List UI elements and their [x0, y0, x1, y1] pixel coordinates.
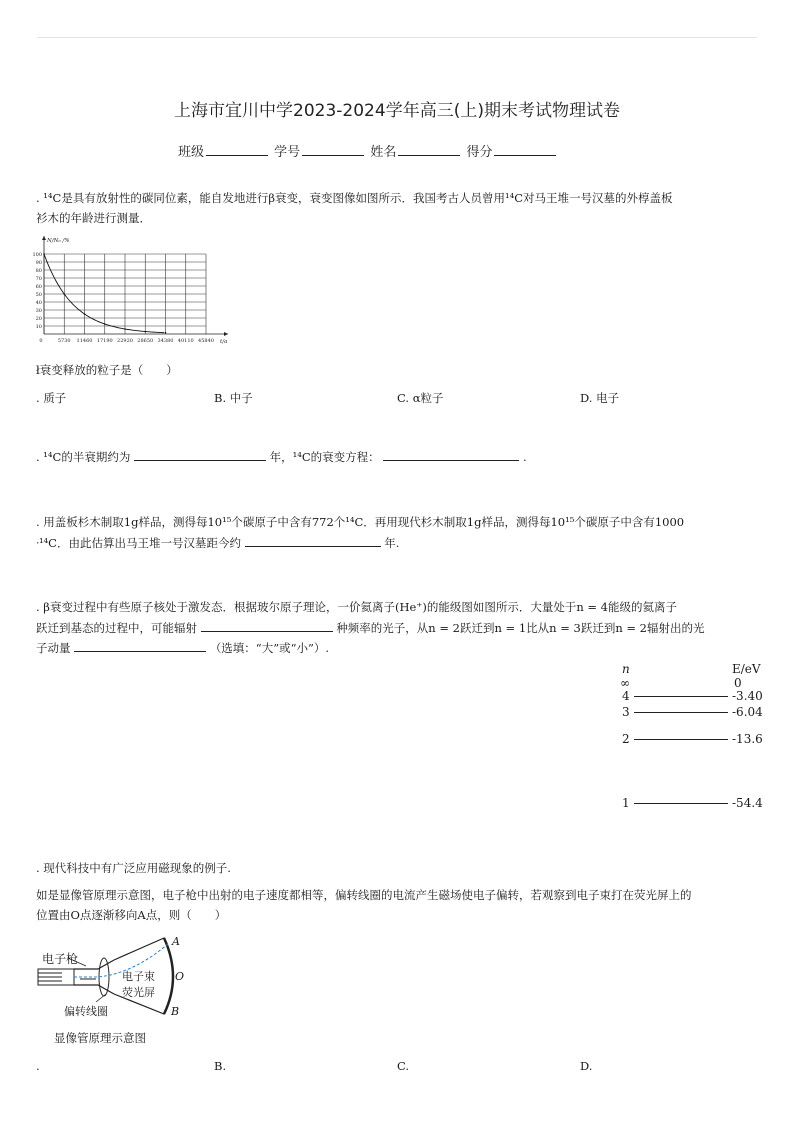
x-tick-label: 11460 — [76, 338, 93, 344]
q5-heading: . 现代科技中有广泛应用磁现象的例子. — [36, 861, 231, 875]
crt-diagram — [36, 930, 196, 1050]
q3-line2: ᐧ¹⁴C．由此估算出马王堆一号汉墓距今约 年. — [36, 536, 400, 550]
q2-line: . ¹⁴C的半衰期约为 年，¹⁴C的衰变方程： . — [36, 450, 527, 464]
y-tick-label: 100 — [32, 252, 42, 258]
header-divider — [37, 37, 757, 38]
data-point — [144, 331, 146, 333]
beam-label: 电子束 — [122, 970, 155, 983]
x-tick-label: 40110 — [177, 338, 194, 344]
level-inf-e: 0 — [734, 676, 742, 690]
level-1-e: -54.4 — [732, 796, 763, 810]
y-tick-label: 90 — [35, 260, 42, 266]
point-a-label: A — [172, 935, 180, 948]
x-tick-label: 45840 — [198, 338, 214, 344]
data-point — [104, 323, 106, 325]
x-axis-arrow — [224, 332, 228, 336]
x-tick-label: 17190 — [96, 338, 113, 344]
y-tick-label: 40 — [35, 300, 42, 306]
y-tick-label: 60 — [35, 284, 42, 290]
decay-equation-blank[interactable] — [383, 448, 519, 461]
level-2-line — [634, 739, 728, 740]
decay-chart — [30, 232, 245, 350]
q1-option-d[interactable]: D. 电子 — [580, 391, 620, 405]
y-tick-label: 70 — [35, 276, 42, 282]
level-inf-n: ∞ — [620, 676, 630, 690]
score-label: 得分 — [466, 145, 493, 160]
y-tick-label: 30 — [35, 308, 42, 314]
q1-question: ł衰变释放的粒子是（ ） — [36, 363, 178, 377]
y-tick-label: 80 — [35, 268, 42, 274]
q1-intro-line1: . ¹⁴C是具有放射性的碳同位素，能自发地进行β衰变，衰变图像如图所示．我国考古人员曾用¹⁴C对马王堆一号汉墓的外椁盖板 — [36, 191, 673, 205]
number-label: 学号 — [274, 145, 301, 160]
momentum-blank[interactable] — [74, 639, 206, 652]
x-tick-label: 28650 — [137, 338, 154, 344]
class-field[interactable] — [206, 143, 268, 156]
y-tick-label: 50 — [35, 292, 42, 298]
x-tick-label: 34380 — [157, 338, 174, 344]
gun-label: 电子枪 — [42, 952, 79, 966]
data-point — [63, 293, 65, 295]
photon-count-blank[interactable] — [201, 619, 333, 632]
q1-option-b[interactable]: B. 中子 — [214, 391, 253, 405]
level-4-e: -3.40 — [732, 689, 763, 703]
data-point — [165, 332, 167, 334]
point-b-label: B — [171, 1005, 180, 1018]
score-field[interactable] — [494, 143, 556, 156]
decay-curve — [44, 254, 164, 333]
name-label: 姓名 — [370, 145, 397, 160]
class-label: 班级 — [178, 145, 205, 160]
x-axis-label: t/a — [220, 339, 228, 345]
level-2-e: -13.6 — [732, 732, 763, 746]
q5-line1: 如是显像管原理示意图，电子枪中出射的电子速度都相等，偏转线圈的电流产生磁场使电子偏转，若观察到电子束打在荧光屏上的 — [36, 888, 692, 902]
q3-line1: . 用盖板杉木制取1g样品，测得每10¹⁵个碳原子中含有772个¹⁴C．再用现代杉木制取1g样品，测得每10¹⁵个碳原子中含有1000 — [36, 515, 685, 529]
student-info — [178, 141, 558, 160]
level-3-line — [634, 712, 728, 713]
n-header: n — [622, 662, 630, 676]
fluorescent-screen — [164, 938, 173, 1014]
q1-option-c[interactable]: C. α粒子 — [397, 391, 444, 405]
name-field[interactable] — [398, 143, 460, 156]
age-blank[interactable] — [245, 534, 381, 547]
level-4-n: 4 — [622, 689, 630, 703]
screen-label: 荧光屏 — [122, 986, 155, 999]
q4-line2: 跃迁到基态的过程中，可能辐射 种频率的光子，从n = 2跃迁到n = 1比从n = 3跃迁到n = 2辐射出的光 — [36, 621, 705, 635]
data-point — [84, 313, 86, 315]
level-1-n: 1 — [622, 796, 630, 810]
e-header: E/eV — [732, 662, 761, 676]
x-tick-label: 22920 — [117, 338, 133, 344]
q5-option-c[interactable]: C. — [397, 1059, 410, 1073]
coil-label: 偏转线圈 — [64, 1005, 108, 1018]
half-life-blank[interactable] — [134, 448, 266, 461]
y-tick-label: 10 — [35, 324, 42, 330]
number-field[interactable] — [302, 143, 364, 156]
q1-option-a[interactable]: . 质子 — [36, 391, 67, 405]
q5-line2: 位置由O点逐渐移向A点，则（ ） — [36, 908, 227, 922]
crt-caption: 显像管原理示意图 — [54, 1031, 146, 1045]
q5-option-b[interactable]: B. — [214, 1059, 227, 1073]
level-4-line — [634, 696, 728, 697]
energy-level-diagram — [618, 662, 763, 822]
y-axis-label: N/N₀ /% — [47, 238, 70, 244]
y-tick-label: 20 — [35, 316, 42, 322]
q4-line1: . β衰变过程中有些原子核处于激发态．根据玻尔原子理论，一价氦离子(He⁺)的能级图如图所示．大量处于n = 4能级的氦离子 — [36, 600, 678, 614]
level-3-n: 3 — [622, 705, 630, 719]
page-title: 上海市宜川中学2023-2024学年高三(上)期末考试物理试卷 — [174, 101, 620, 121]
q4-line3: 子动量 （选填：“大”或“小”）. — [36, 641, 329, 655]
x-tick-label: 5730 — [57, 338, 71, 344]
x-tick-label: 0 — [39, 338, 43, 344]
q1-intro-line2: 衫木的年龄进行测量． — [36, 211, 151, 225]
q5-option-d[interactable]: D. — [580, 1059, 593, 1073]
q5-option-a[interactable]: . — [36, 1059, 40, 1073]
point-o-label: O — [175, 970, 185, 983]
data-point — [43, 253, 45, 255]
level-3-e: -6.04 — [732, 705, 763, 719]
level-1-line — [634, 803, 728, 804]
data-point — [124, 328, 126, 330]
y-axis-arrow — [42, 236, 46, 240]
level-2-n: 2 — [622, 732, 630, 746]
